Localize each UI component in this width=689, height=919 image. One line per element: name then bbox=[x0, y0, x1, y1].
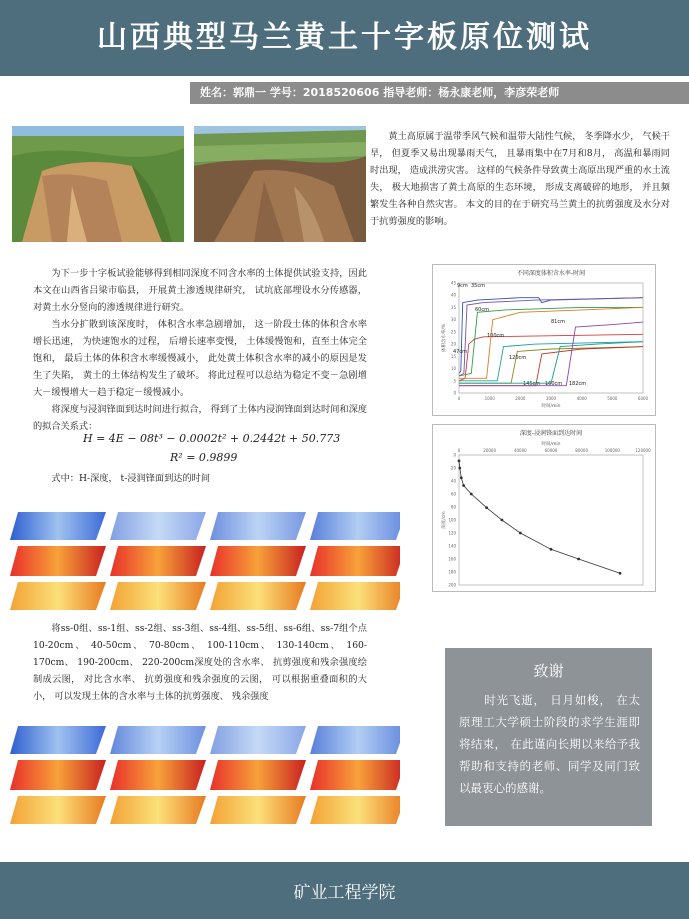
depth-data-point bbox=[519, 532, 522, 535]
moisture-time-chart-box bbox=[432, 264, 656, 416]
x-tick-label: 5000 bbox=[607, 396, 618, 401]
depth-data-point bbox=[501, 519, 504, 522]
acknowledgement-title: 致谢 bbox=[533, 662, 564, 680]
depth-curve-line bbox=[459, 461, 620, 573]
x-tick-label: 120000 bbox=[635, 448, 651, 453]
college-name: 矿业工程学院 bbox=[293, 883, 396, 903]
y-tick-label: 0 bbox=[453, 390, 456, 396]
series-line-60cm bbox=[459, 307, 643, 376]
acknowledgement-box bbox=[445, 648, 652, 826]
depth-data-point bbox=[460, 476, 463, 479]
x-axis-label: 时间/min bbox=[541, 442, 561, 447]
series-label-120cm: 120cm bbox=[509, 355, 527, 361]
y-tick-label: 200 bbox=[448, 582, 456, 588]
series-line-145cm bbox=[459, 347, 643, 386]
author-info-bar: 姓名：郭鼎一 学号：2018520606 指导老师：杨永康老师，李彦荣老师 bbox=[190, 82, 689, 104]
x-axis-label: 时间/min bbox=[541, 404, 561, 409]
y-tick-label: 20 bbox=[450, 465, 456, 471]
series-line-47cm bbox=[459, 334, 643, 381]
loess-photo-left bbox=[12, 126, 184, 242]
depth-data-point bbox=[470, 493, 473, 496]
depth-data-point bbox=[462, 484, 465, 487]
series-label-35cm: 35cm bbox=[471, 283, 485, 289]
y-tick-label: 180 bbox=[448, 569, 456, 575]
x-tick-label: 60000 bbox=[544, 448, 558, 453]
y-tick-label: 80 bbox=[450, 504, 456, 510]
moisture-time-chart bbox=[433, 265, 655, 415]
y-tick-label: 10 bbox=[450, 366, 456, 372]
y-tick-label: 5 bbox=[453, 378, 456, 384]
chart-title: 深度-浸润锋面到达时间 bbox=[519, 430, 583, 437]
r-squared: R² = 0.9899 bbox=[170, 451, 238, 464]
formula-note: 式中：H-深度， t-浸润锋面到达的时间 bbox=[51, 473, 211, 484]
y-tick-label: 160 bbox=[448, 556, 456, 562]
poster-title: 山西典型马兰黄土十字板原位测试 bbox=[97, 20, 592, 55]
loess-cliff-image bbox=[194, 126, 366, 242]
y-tick-label: 15 bbox=[450, 353, 456, 359]
y-tick-label: 140 bbox=[448, 543, 456, 549]
footer-banner bbox=[0, 862, 689, 919]
series-label-145cm: 145cm bbox=[523, 381, 541, 387]
loess-photo-right bbox=[194, 126, 366, 242]
y-tick-label: 40 bbox=[450, 292, 456, 298]
x-tick-label: 1000 bbox=[484, 396, 495, 401]
plot-frame bbox=[459, 455, 643, 585]
acknowledgement-text: 时光飞逝， 日月如梭， 在太原理工大学硕士阶段的求学生涯即将结束， 在此谨向长期以来给予我帮助和支持的老师、同学及同门致以最衷心的感谢。 bbox=[459, 693, 640, 795]
series-label-100cm: 100cm bbox=[487, 333, 505, 339]
shear-strength-contour-row bbox=[10, 546, 400, 576]
residual-strength-contour-row bbox=[10, 582, 400, 610]
depth-time-chart bbox=[433, 425, 655, 591]
x-tick-label: 100000 bbox=[604, 448, 620, 453]
body-paragraph-4: 将ss-0组、ss-1组、ss-2组、ss-3组、ss-4组、ss-5组、ss-6组、ss-7组个点10-20cm、 40-50cm、 70-80cm、 100-110cm、 130-140cm、 160-170cm、 190-200cm、 220-200cm深度处的含水率、 抗剪强度和残余强度绘制成云图， 对比含水率、 抗剪强度和残余强度的云图， 可以根据重叠面积的大小， 可以发现土体的含水率与土体的抗剪强度、 残余强度 bbox=[33, 623, 367, 702]
loess-landscape-image bbox=[12, 126, 184, 242]
body-paragraph-1: 为下一步十字板试验能够得到相同深度不同含水率的土体提供试验支持，因此本文在山西省吕梁市临县， 开展黄土渗透规律研究， 试坑底部埋设水分传感器， 对黄土水分竖向的渗透规律进行研究。 bbox=[33, 268, 367, 313]
series-label-182cm: 182cm bbox=[569, 381, 587, 387]
depth-data-point bbox=[458, 460, 461, 463]
y-tick-label: 120 bbox=[448, 530, 456, 536]
x-tick-label: 6000 bbox=[637, 396, 649, 401]
x-tick-label: 20000 bbox=[483, 448, 497, 453]
intro-paragraph bbox=[370, 128, 670, 230]
body-section-2 bbox=[33, 620, 367, 705]
contour-maps-upper bbox=[10, 510, 400, 620]
fit-formula: H = 4E − 08t³ − 0.0002t² + 0.2442t + 50.773 bbox=[83, 432, 341, 445]
y-tick-label: 0 bbox=[453, 452, 456, 458]
x-tick-label: 3000 bbox=[545, 396, 557, 401]
x-tick-label: 4000 bbox=[576, 396, 587, 401]
depth-data-point bbox=[619, 572, 622, 575]
header-banner bbox=[0, 0, 689, 76]
body-section-1 bbox=[33, 265, 367, 435]
x-tick-label: 2000 bbox=[515, 396, 526, 401]
y-tick-label: 35 bbox=[450, 304, 456, 310]
y-tick-label: 60 bbox=[450, 491, 456, 497]
contour-maps-lower bbox=[10, 724, 400, 834]
series-label-9cm: 9cm bbox=[457, 283, 468, 289]
intro-text: 黄土高原属于温带季风气候和温带大陆性气候， 冬季降水少， 气候干旱， 但夏季又易出现暴雨天气， 且暴雨集中在7月和8月， 高温和暴雨同时出现， 造成洪涝灾害。 这样的气候条件导致黄土高原出现严重的水土流失， 极大地损害了黄土高原的生态环境， 形成支离破碎的地形， 并且频繁发生各种自然灾害。 本文的目的在于研究马兰黄土的抗剪强度及水分对于抗剪强度的影响。 bbox=[370, 131, 670, 227]
shear-strength-contour-row-2 bbox=[10, 760, 400, 790]
depth-data-point bbox=[577, 558, 580, 561]
x-tick-label: 0 bbox=[457, 396, 461, 401]
y-axis-label: 体积含水率/% bbox=[442, 323, 447, 353]
y-axis-label: 深度/cm bbox=[442, 511, 447, 529]
x-tick-label: 0 bbox=[457, 448, 461, 453]
depth-data-point bbox=[550, 548, 553, 551]
moisture-contour-row bbox=[10, 512, 400, 540]
body-paragraph-3: 将深度与浸润锋面到达时间进行拟合， 得到了土体内浸润锋面到达时间和深度的拟合关系式： bbox=[33, 404, 367, 432]
moisture-contour-row-2 bbox=[10, 726, 400, 754]
series-label-160cm: 160cm bbox=[545, 381, 563, 387]
depth-time-chart-box bbox=[432, 424, 656, 592]
chart-title: 不同深度体积含水率-时间 bbox=[516, 270, 586, 277]
formula-note-block bbox=[33, 470, 367, 487]
y-tick-label: 25 bbox=[450, 329, 456, 335]
residual-strength-contour-row-2 bbox=[10, 796, 400, 824]
series-label-60cm: 60cm bbox=[475, 307, 489, 313]
x-tick-label: 80000 bbox=[575, 448, 589, 453]
series-label-47cm: 47cm bbox=[453, 349, 467, 355]
y-tick-label: 45 bbox=[450, 280, 456, 286]
y-tick-label: 100 bbox=[448, 517, 456, 523]
body-paragraph-2: 当水分扩散到该深度时， 体积含水率急剧增加， 这一阶段土体的体积含水率增长迅速， 为快速饱水的过程， 后增长速率变慢， 土体缓慢饱和，直至土体完全饱和， 最后土体的体积含水率缓慢减小， 此处黄土体积含水率的减小的原因是发生了失陷， 黄土的土体结构发生了破坏。 将此过程可以总结为稳定不变－急剧增大－缓慢增大－趋于稳定－缓慢减小。 bbox=[33, 319, 367, 398]
y-tick-label: 30 bbox=[450, 317, 456, 323]
depth-data-point bbox=[458, 467, 461, 470]
y-tick-label: 20 bbox=[450, 341, 456, 347]
series-label-81cm: 81cm bbox=[551, 319, 565, 325]
y-tick-label: 40 bbox=[450, 478, 456, 484]
depth-data-point bbox=[485, 506, 488, 509]
x-tick-label: 40000 bbox=[513, 448, 527, 453]
